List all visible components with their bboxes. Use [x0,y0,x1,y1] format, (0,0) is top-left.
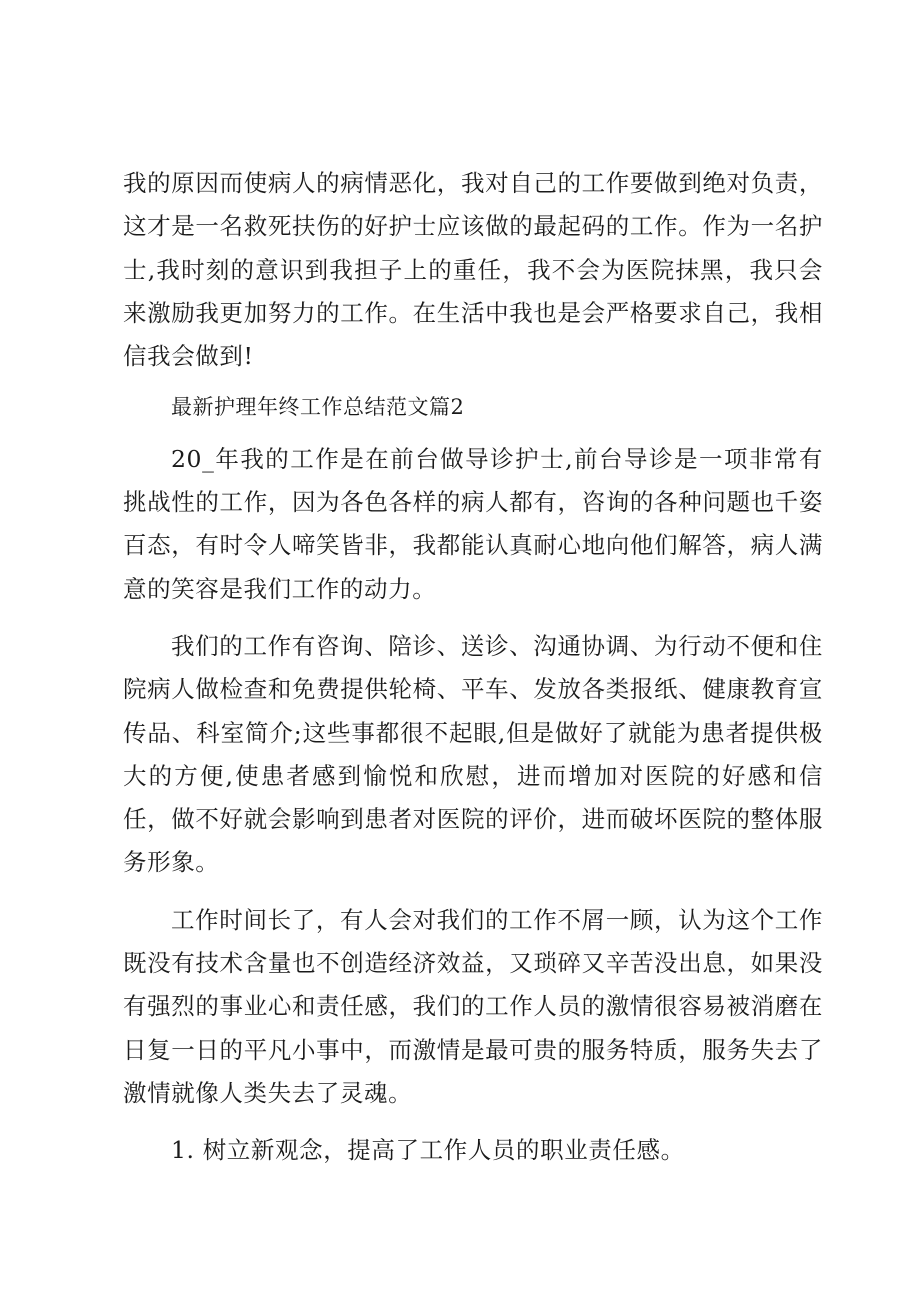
paragraph-duties: 我们的工作有咨询、陪诊、送诊、沟通协调、为行动不便和住院病人做检查和免费提供轮椅、平车、发放各类报纸、健康教育宣传品、科室简介;这些事都很不起眼,但是做好了就能为患者提供极大的方便,使患者感到愉悦和欣慰，进而增加对医院的好感和信任，做不好就会影响到患者对医院的评价，进而破坏医院的整体服务形象。 [123,631,823,877]
spacer [123,1115,823,1129]
spacer [123,378,823,386]
spacer [123,430,823,438]
list-item-point-1: 1. 树立新观念，提高了工作人员的职业责任感。 [171,1136,685,1165]
spacer [123,885,823,899]
paragraph-passion: 工作时间长了，有人会对我们的工作不屑一顾，认为这个工作既没有技术含量也不创造经济效益，又琐碎又辛苦没出息，如果没有强烈的事业心和责任感，我们的工作人员的激情很容易被消磨在日复一日的平凡小事中，而激情是最可贵的服务特质，服务失去了激情就像人类失去了灵魂。 [123,905,823,1107]
paragraph-continued: 我的原因而使病人的病情恶化，我对自己的工作要做到绝对负责，这才是一名救死扶伤的好护士应该做的最起码的工作。作为一名护士,我时刻的意识到我担子上的重任，我不会为医院抹黑，我只会来激励我更加努力的工作。在生活中我也是会严格要求自己，我相信我会做到! [123,169,823,371]
spacer [123,611,823,625]
document-body [123,162,823,1173]
section-heading: 最新护理年终工作总结范文篇2 [171,395,465,420]
paragraph-intro: 20_年我的工作是在前台做导诊护士,前台导诊是一项非常有挑战性的工作，因为各色各样的病人都有，咨询的各种问题也千姿百态，有时令人啼笑皆非，我都能认真耐心地向他们解答，病人满意的笑容是我们工作的动力。 [123,444,823,603]
